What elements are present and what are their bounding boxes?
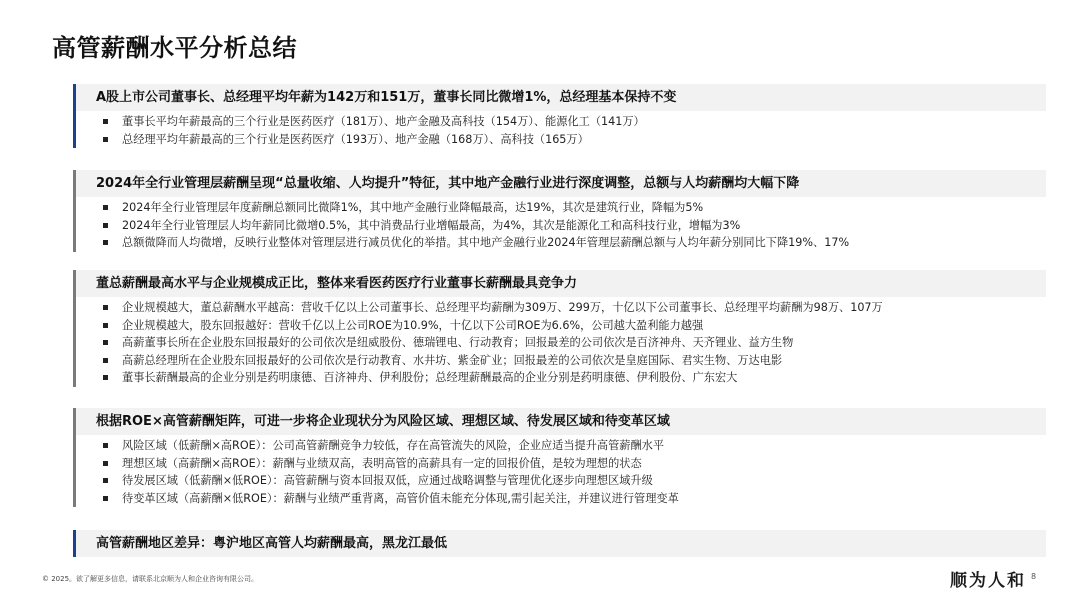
section-heading: 高管薪酬地区差异：粤沪地区高管人均薪酬最高，黑龙江最低 <box>76 530 1046 557</box>
company-logo: 顺为人和 <box>950 571 1026 591</box>
bullet-icon <box>103 478 108 483</box>
list-item <box>76 455 1046 473</box>
bullet-list <box>76 197 1046 252</box>
list-item <box>76 317 1046 335</box>
bullet-text: 董事长薪酬最高的企业分别是药明康德、百济神舟、伊利股份；总经理薪酬最高的企业分别是药明康德、伊利股份、广东宏大 <box>122 371 738 385</box>
summary-section-5 <box>73 530 1046 557</box>
bullet-text: 理想区域（高薪酬×高ROE）：薪酬与业绩双高，表明高管的高薪具有一定的回报价值，是较为理想的状态 <box>122 456 642 470</box>
section-heading: A股上市公司董事长、总经理平均年薪为142万和151万，董事长同比微增1%，总经理基本保持不变 <box>76 84 1046 111</box>
bullet-icon <box>103 205 108 210</box>
bullet-text: 高薪董事长所在企业股东回报最好的公司依次是纽威股份、德瑞锂电、行动教育；回报最差的公司依次是百济神舟、天齐锂业、益方生物 <box>122 336 794 350</box>
list-item <box>76 217 1046 235</box>
section-heading: 董总薪酬最高水平与企业规模成正比，整体来看医药医疗行业董事长薪酬最具竞争力 <box>76 270 1046 297</box>
bullet-icon <box>103 375 108 380</box>
list-item <box>76 299 1046 317</box>
section-heading: 根据ROE×高管薪酬矩阵，可进一步将企业现状分为风险区域、理想区域、待发展区域和待变革区域 <box>76 408 1046 435</box>
list-item <box>76 437 1046 455</box>
bullet-list <box>76 111 1046 148</box>
list-item <box>76 113 1046 131</box>
bullet-icon <box>103 496 108 501</box>
bullet-text: 总额微降而人均微增，反映行业整体对管理层进行减员优化的举措。其中地产金融行业2024年管理层薪酬总额与人均年薪分别同比下降19%、17% <box>122 236 850 250</box>
list-item <box>76 472 1046 490</box>
bullet-text: 待变革区域（高薪酬×低ROE）：薪酬与业绩严重背离，高管价值未能充分体现,需引起关注，并建议进行管理变革 <box>122 491 679 505</box>
summary-section-4 <box>73 408 1046 507</box>
bullet-text: 董事长平均年薪最高的三个行业是医药医疗（181万）、地产金融及高科技（154万）、能源化工（141万） <box>122 115 645 128</box>
bullet-icon <box>103 305 108 310</box>
bullet-icon <box>103 119 108 124</box>
list-item <box>76 199 1046 217</box>
bullet-text: 2024年全行业管理层年度薪酬总额同比微降1%，其中地产金融行业降幅最高，达19%，其次是建筑行业，降幅为5% <box>122 201 704 214</box>
summary-section-1 <box>73 84 1046 148</box>
page-title: 高管薪酬水平分析总结 <box>52 34 297 62</box>
list-item <box>76 369 1046 387</box>
list-item <box>76 131 1046 149</box>
page-number: 8 <box>1031 572 1037 581</box>
list-item <box>76 334 1046 352</box>
list-item <box>76 490 1046 508</box>
bullet-list <box>76 435 1046 507</box>
bullet-text: 风险区域（低薪酬×高ROE）：公司高管薪酬竞争力较低，存在高管流失的风险，企业应适当提升高管薪酬水平 <box>122 439 665 452</box>
list-item <box>76 234 1046 252</box>
bullet-text: 总经理平均年薪最高的三个行业是医药医疗（193万）、地产金融（168万）、高科技（165万） <box>122 132 589 146</box>
bullet-text: 高薪总经理所在企业股东回报最好的公司依次是行动教育、水井坊、紫金矿业；回报最差的公司依次是皇庭国际、君实生物、万达电影 <box>122 353 783 367</box>
bullet-icon <box>103 340 108 345</box>
bullet-list <box>76 297 1046 387</box>
bullet-text: 待发展区域（低薪酬×低ROE）：高管薪酬与资本回报双低，应通过战略调整与管理优化逐步向理想区域升级 <box>122 474 653 488</box>
list-item <box>76 352 1046 370</box>
copyright-note: © 2025。欲了解更多信息，请联系北京顺为人和企业咨询有限公司。 <box>42 575 259 583</box>
bullet-icon <box>103 358 108 363</box>
bullet-text: 企业规模越大，股东回报越好：营收千亿以上公司ROE为10.9%，十亿以下公司ROE为6.6%，公司越大盈利能力越强 <box>122 318 704 332</box>
bullet-icon <box>103 461 108 466</box>
bullet-icon <box>103 137 108 142</box>
bullet-icon <box>103 223 108 228</box>
section-heading: 2024年全行业管理层薪酬呈现“总量收缩、人均提升”特征，其中地产金融行业进行深度调整，总额与人均薪酬均大幅下降 <box>76 170 1046 197</box>
bullet-text: 2024年全行业管理层人均年薪同比微增0.5%，其中消费品行业增幅最高，为4%，其次是能源化工和高科技行业，增幅为3% <box>122 218 741 232</box>
bullet-icon <box>103 240 108 245</box>
bullet-icon <box>103 323 108 328</box>
bullet-icon <box>103 443 108 448</box>
bullet-text: 企业规模越大，董总薪酬水平越高：营收千亿以上公司董事长、总经理平均薪酬为309万、299万，十亿以下公司董事长、总经理平均薪酬为98万、107万 <box>122 301 883 314</box>
summary-section-2 <box>73 170 1046 252</box>
summary-section-3 <box>73 270 1046 387</box>
